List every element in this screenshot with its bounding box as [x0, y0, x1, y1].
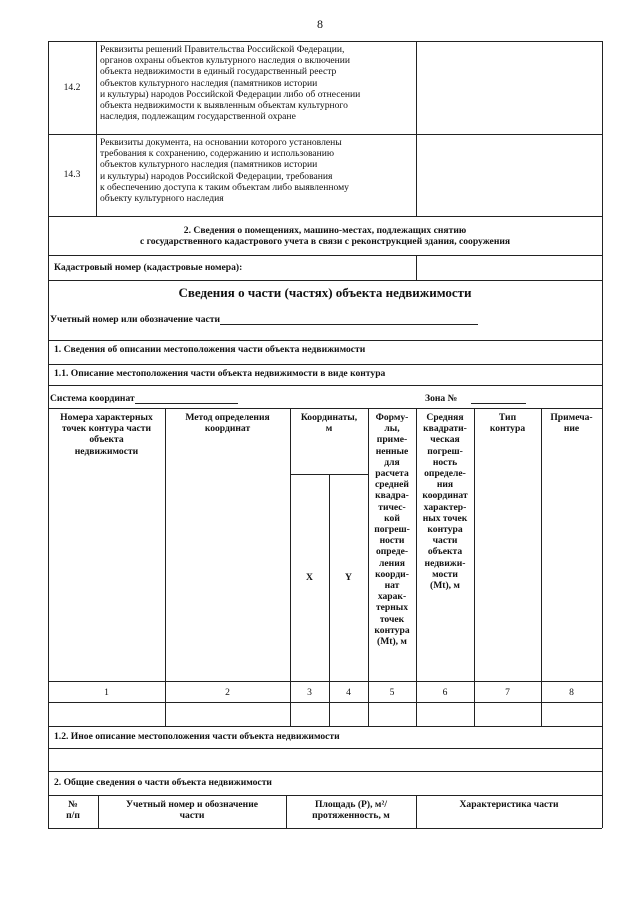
section-2-general-title: 2. Общие сведения о части объекта недвижимости	[54, 777, 272, 788]
coordinate-system-row	[50, 393, 310, 404]
part-info-title: Сведения о части (частях) объекта недвижимости	[178, 285, 472, 300]
section-1-2-title: 1.2. Иное описание местоположения части объекта недвижимости	[54, 731, 340, 742]
header-contour-type: Тип контура	[489, 412, 526, 435]
account-number-blank[interactable]	[220, 314, 478, 325]
header-y: Y	[345, 572, 352, 583]
header-formulas: Форму- лы, приме- ненные для расчета средней квадра- тичес- кой погреш- ности опреде- ления коорди- нат харак- терных точек контура (Mt), м	[374, 412, 410, 648]
column-number: 5	[389, 687, 395, 698]
header-note: Примеча- ние	[550, 412, 593, 435]
row-number-14-2: 14.2	[63, 82, 81, 93]
header-coordinate-method: Метод определения координат	[185, 412, 270, 435]
page-number: 8	[317, 17, 323, 31]
section-2-title: 2. Сведения о помещениях, машино-местах, подлежащих снятию с государственного кадастрового учета в связи с реконструкцией здания, сооружения	[139, 225, 511, 248]
column-number: 7	[505, 687, 510, 698]
column-number: 2	[225, 687, 230, 698]
row-text-14-2: Реквизиты решений Правительства Российской Федерации, органов охраны объектов культурного наследия о включении объекта недвижимости в единый государственный реестр объектов культурного наследия (памятников истории и культуры) народов Российской Федерации либо об отнесении объекта недвижимости к выявленным объектам культурного наследия, подлежащим государственной охране	[100, 44, 361, 123]
column-number: 8	[569, 687, 574, 698]
header-point-numbers: Номера характерных точек контура части объекта недвижимости	[60, 412, 153, 457]
account-number-label: Учетный номер или обозначение части	[50, 314, 221, 325]
header-coordinates: Координаты, м	[300, 412, 358, 435]
header-x: X	[306, 572, 313, 583]
zone-label: Зона №	[425, 393, 458, 404]
section-1-1-title: 1.1. Описание местоположения части объекта недвижимости в виде контура	[54, 368, 386, 379]
column-number: 3	[307, 687, 312, 698]
zone-row	[425, 393, 605, 404]
column-number: 6	[442, 687, 448, 698]
section-1-title: 1. Сведения об описании местоположения части объекта недвижимости	[54, 344, 366, 355]
row-text-14-3: Реквизиты документа, на основании которого установлены требования к сохранению, содержанию и использованию объектов культурного наследия (памятников истории и культуры) народов Российской Федерации, требования к обеспечению доступа к таким объектам либо выявленному объекту культурного наследия	[100, 137, 349, 205]
header-area: Площадь (Р), м²/ протяженность, м	[312, 799, 390, 822]
cadastral-number-label: Кадастровый номер (кадастровые номера):	[54, 262, 243, 273]
column-number: 1	[104, 687, 109, 698]
account-number-row	[50, 314, 520, 325]
header-part-account-number: Учетный номер и обозначение части	[125, 799, 258, 822]
header-part-characteristic: Характеристика части	[459, 799, 559, 810]
header-mean-error: Средняя квадрати- ческая погреш- ность определе- ния координат характер- ных точек контура части объекта недвижи- мости (Mt), м	[422, 412, 468, 592]
coordinate-system-blank[interactable]	[135, 394, 238, 404]
zone-blank[interactable]	[471, 394, 526, 404]
coordinate-system-label: Система координат	[50, 393, 135, 404]
header-row-number: № п/п	[66, 799, 80, 822]
column-number: 4	[346, 687, 351, 698]
row-number-14-3: 14.3	[63, 169, 81, 180]
